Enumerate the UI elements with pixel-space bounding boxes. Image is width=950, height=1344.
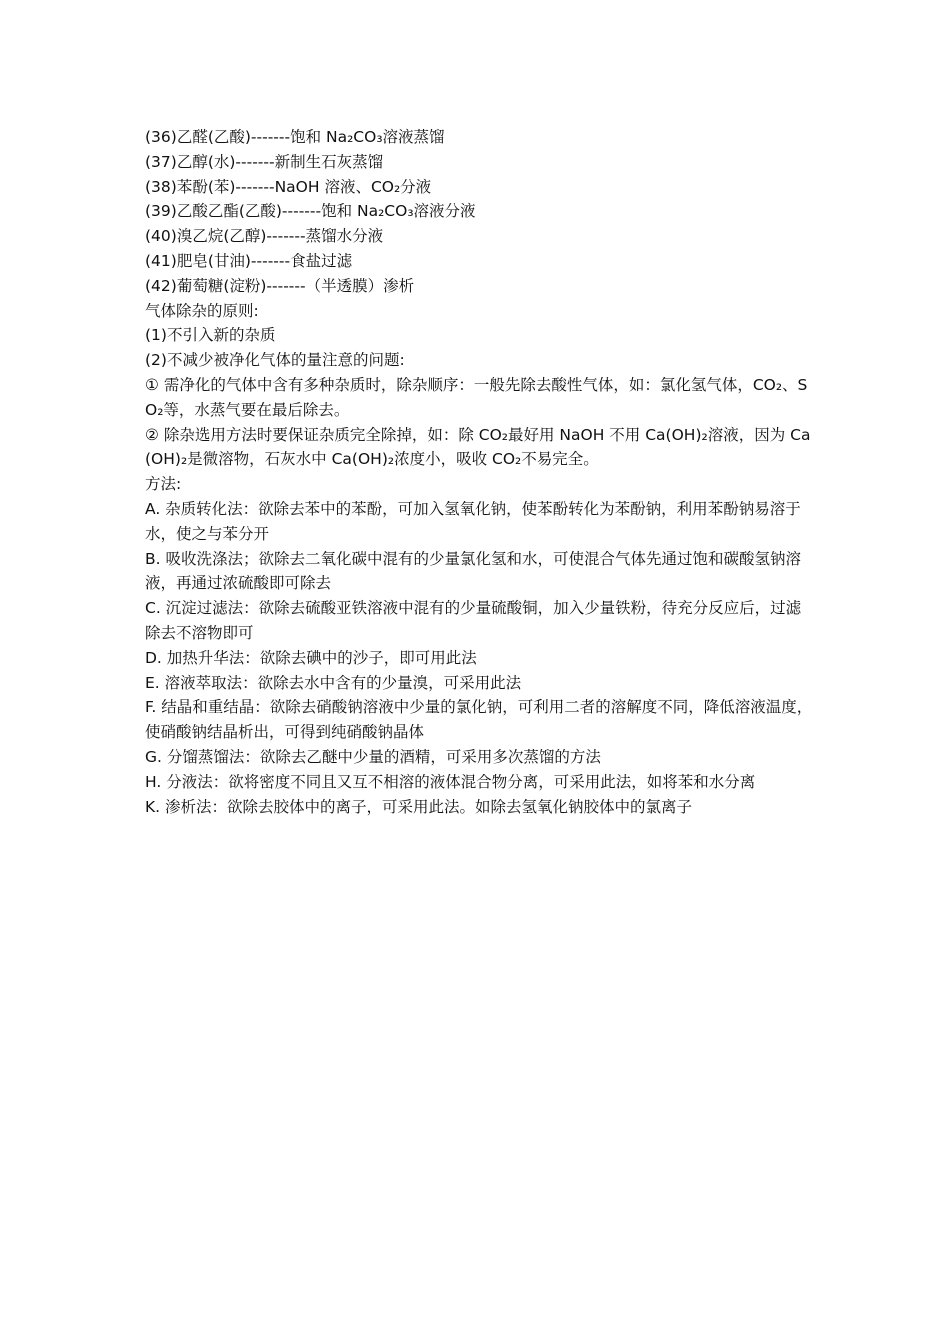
gas-principle-rule-1: (1)不引入新的杂质 — [145, 326, 276, 345]
method-a: A. 杂质转化法：欲除去苯中的苯酚，可加入氢氧化钠，使苯酚转化为苯酚钠，利用苯酚钠易溶于水，使之与苯分开 — [145, 499, 801, 543]
method-d: D. 加热升华法：欲除去碘中的沙子，即可用此法 — [145, 648, 477, 667]
gas-principle-note-2: ② 除杂选用方法时要保证杂质完全除掉，如：除 CO₂最好用 NaOH 不用 Ca(OH)₂溶液，因为 Ca(OH)₂是微溶物，石灰水中 Ca(OH)₂浓度小，吸收 CO₂不易完全。 — [145, 425, 811, 469]
gas-principle-note-1: ① 需净化的气体中含有多种杂质时，除杂顺序：一般先除去酸性气体，如：氯化氢气体，CO₂、SO₂等，水蒸气要在最后除去。 — [145, 375, 808, 419]
separation-item-40: (40)溴乙烷(乙醇)-------蒸馏水分液 — [145, 227, 384, 246]
gas-principles-heading: 气体除杂的原则: — [145, 301, 259, 320]
separation-item-38: (38)苯酚(苯)-------NaOH 溶液、CO₂分液 — [145, 177, 432, 196]
method-h: H. 分液法：欲将密度不同且又互不相溶的液体混合物分离，可采用此法，如将苯和水分离 — [145, 772, 756, 791]
separation-item-36: (36)乙醛(乙酸)-------饱和 Na₂CO₃溶液蒸馏 — [145, 128, 445, 146]
method-e: E. 溶液萃取法：欲除去水中含有的少量溴，可采用此法 — [145, 673, 522, 692]
gas-principle-rule-2: (2)不减少被净化气体的量注意的问题: — [145, 351, 405, 370]
document-body — [145, 125, 813, 819]
methods-heading: 方法: — [145, 475, 182, 494]
separation-item-39: (39)乙酸乙酯(乙酸)-------饱和 Na₂CO₃溶液分液 — [145, 202, 476, 221]
method-g: G. 分馏蒸馏法：欲除去乙醚中少量的酒精，可采用多次蒸馏的方法 — [145, 747, 601, 766]
separation-item-42: (42)葡萄糖(淀粉)-------（半透膜）渗析 — [145, 276, 415, 295]
method-f: F. 结晶和重结晶：欲除去硝酸钠溶液中少量的氯化钠，可利用二者的溶解度不同，降低溶液温度，使硝酸钠结晶析出，可得到纯硝酸钠晶体 — [145, 698, 813, 742]
method-k: K. 渗析法：欲除去胶体中的离子，可采用此法。如除去氢氧化钠胶体中的氯离子 — [145, 797, 693, 816]
separation-item-41: (41)肥皂(甘油)-------食盐过滤 — [145, 251, 353, 270]
method-c: C. 沉淀过滤法：欲除去硫酸亚铁溶液中混有的少量硫酸铜，加入少量铁粉，待充分反应后，过滤除去不溶物即可 — [145, 599, 802, 642]
separation-item-37: (37)乙醇(水)-------新制生石灰蒸馏 — [145, 152, 384, 171]
method-b: B. 吸收洗涤法；欲除去二氧化碳中混有的少量氯化氢和水，可使混合气体先通过饱和碳酸氢钠溶液，再通过浓硫酸即可除去 — [145, 549, 801, 593]
